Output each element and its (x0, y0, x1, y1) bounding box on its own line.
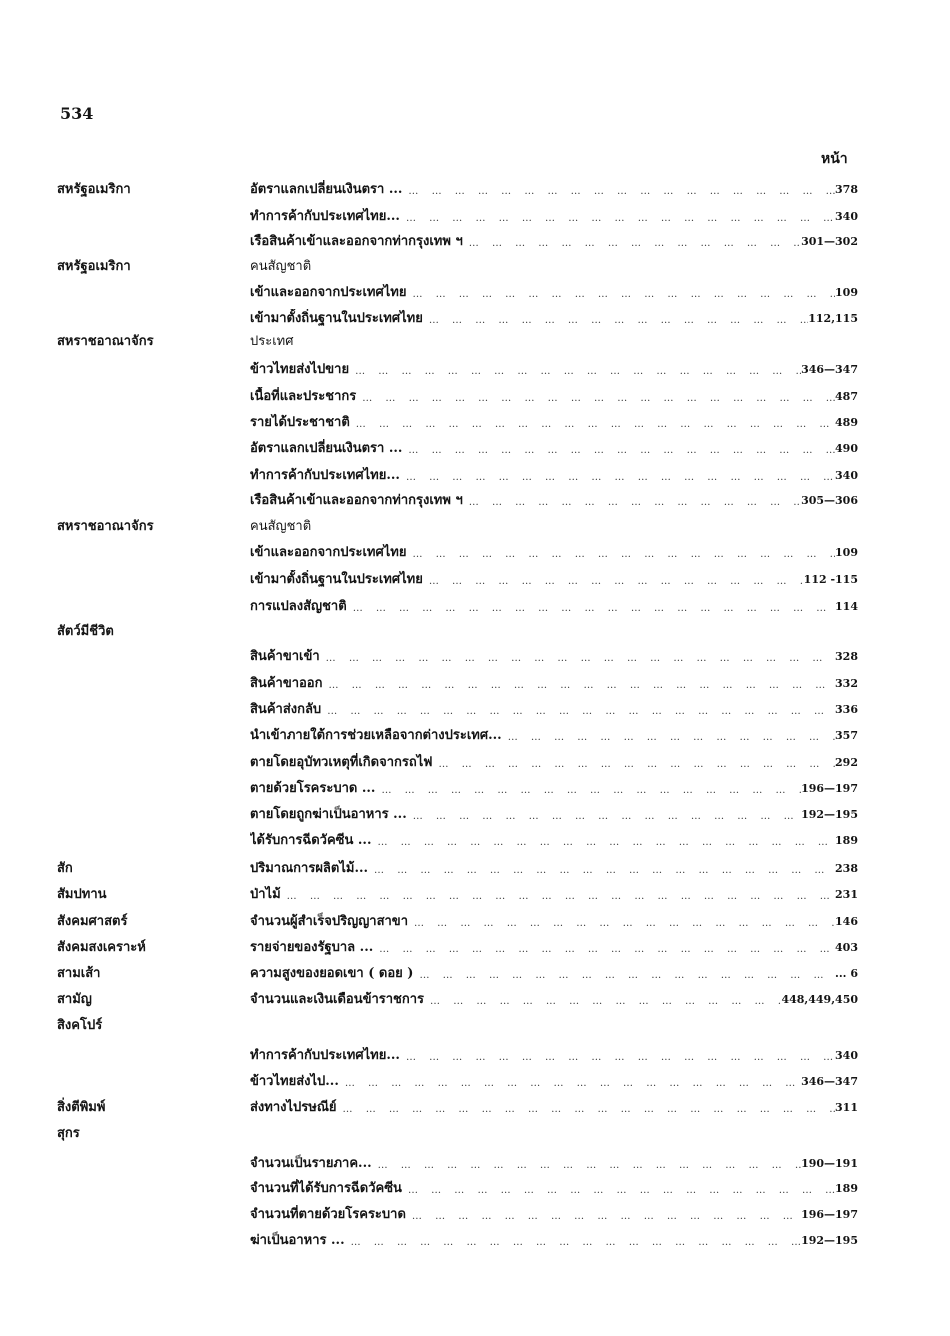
entry-page-reference: 190—191 (801, 1157, 858, 1170)
entry-label: เรือสินค้าเข้าและออกจากท่ากรุงเทพ ฯ (250, 234, 463, 249)
index-topic: สุกร (57, 1126, 80, 1141)
index-entry (250, 700, 858, 720)
entry-page-reference: 487 (835, 390, 858, 403)
entry-page-reference: 109 (835, 546, 858, 559)
index-entry (250, 779, 858, 799)
index-row (0, 1046, 950, 1068)
entry-page-reference: 112 -115 (803, 573, 858, 586)
index-entry (250, 912, 858, 932)
entry-label: จำนวนและเงินเดือนข้าราชการ (250, 992, 425, 1007)
entry-page-reference: 340 (835, 1049, 858, 1062)
dot-leader (373, 942, 835, 958)
index-entry (250, 990, 858, 1010)
index-row (0, 570, 950, 592)
index-row (0, 360, 950, 382)
index-entry (250, 885, 858, 905)
entry-page-reference: 489 (835, 416, 858, 429)
index-entry (250, 517, 858, 537)
entry-label: เข้าและออกจากประเทศไทย (250, 285, 407, 300)
index-row (0, 309, 950, 331)
index-topic: สังคมสงเคราะห์ (57, 940, 146, 955)
index-entry (250, 726, 858, 746)
entry-label: ทำการค้ากับประเทศไทย... (250, 1048, 400, 1063)
index-entry (250, 257, 858, 277)
entry-label: คนสัญชาติ (250, 519, 312, 534)
index-topic: สหราชอาณาจักร (57, 519, 154, 534)
entry-label: สินค้าขาเข้า (250, 649, 320, 664)
entry-page-reference: 109 (835, 286, 858, 299)
dot-leader (368, 863, 835, 879)
index-entry (250, 1205, 858, 1225)
index-entry (250, 491, 858, 511)
dot-leader (375, 783, 801, 799)
index-row (0, 859, 950, 881)
entry-label: การแปลงสัญชาติ (250, 599, 347, 614)
entry-label: ตายโดยถูกฆ่าเป็นอาหาร ... (250, 807, 407, 822)
index-row (0, 1231, 950, 1253)
dot-leader (321, 704, 835, 720)
dot-leader (424, 994, 781, 1010)
entry-page-reference: 301—302 (801, 235, 858, 248)
dot-leader (371, 835, 835, 851)
entry-label: ป่าไม้ (250, 887, 281, 902)
dot-leader (502, 730, 835, 746)
index-entry (250, 938, 858, 958)
index-entry (250, 1154, 858, 1174)
index-row (0, 622, 950, 644)
index-row (0, 543, 950, 565)
entry-label: เนื้อที่และประชากร (250, 389, 357, 404)
index-row (0, 491, 950, 513)
index-row (0, 597, 950, 619)
index-topic: สัก (57, 861, 73, 876)
index-entry (250, 1046, 858, 1066)
entry-label: จำนวนผู้สำเร็จปริญญาสาขา (250, 914, 408, 929)
dot-leader (406, 547, 835, 563)
dot-leader (350, 417, 835, 433)
entry-page-reference: 378 (835, 183, 858, 196)
entry-page-reference: 305—306 (801, 494, 858, 507)
index-topic: สหราชอาณาจักร (57, 334, 154, 349)
entry-label: ฆ่าเป็นอาหาร ... (250, 1233, 345, 1248)
index-row (0, 753, 950, 775)
entry-label: ทำการค้ากับประเทศไทย... (250, 468, 400, 483)
entry-page-reference: 192—195 (801, 808, 858, 821)
index-entry (250, 570, 858, 590)
index-row (0, 1124, 950, 1146)
dot-leader (320, 651, 835, 667)
index-topic: สหรัฐอเมริกา (57, 259, 131, 274)
entry-page-reference: 346—347 (801, 363, 858, 376)
dot-leader (400, 470, 835, 486)
entry-label: ตายด้วยโรคระบาด ... (250, 781, 376, 796)
index-entry (250, 332, 858, 352)
index-entry (250, 439, 858, 459)
index-row (0, 1072, 950, 1094)
index-entry (250, 466, 858, 486)
entry-page-reference: 189 (835, 834, 858, 847)
dot-leader (408, 916, 835, 932)
page-number: 534 (60, 104, 94, 123)
index-row (0, 964, 950, 986)
entry-label: รายจ่ายของรัฐบาล ... (250, 940, 374, 955)
entry-page-reference: 146 (835, 915, 858, 928)
index-entry (250, 753, 858, 773)
index-entry (250, 232, 858, 252)
index-row (0, 439, 950, 461)
index-row (0, 674, 950, 696)
index-row (0, 938, 950, 960)
entry-page-reference: 336 (835, 703, 858, 716)
index-topic: สหรัฐอเมริกา (57, 182, 131, 197)
index-topic: สามัญ (57, 992, 92, 1007)
entry-label: เข้าและออกจากประเทศไทย (250, 545, 407, 560)
index-topic: สัตว์มีชีวิต (57, 624, 114, 639)
dot-leader (323, 678, 836, 694)
index-row (0, 332, 950, 354)
dot-leader (337, 1102, 836, 1118)
entry-page-reference: 346—347 (801, 1075, 858, 1088)
index-topic: สังคมศาสตร์ (57, 914, 128, 929)
index-row (0, 805, 950, 827)
entry-label: คนสัญชาติ (250, 259, 312, 274)
index-entry (250, 1072, 858, 1092)
index-row (0, 207, 950, 229)
index-entry (250, 597, 858, 617)
index-entry (250, 1098, 858, 1118)
entry-page-reference: 311 (835, 1101, 858, 1114)
index-entry (250, 413, 858, 433)
index-topic: สิงคโปร์ (57, 1018, 103, 1033)
index-entry (250, 964, 858, 984)
index-row (0, 1098, 950, 1120)
index-topic: สัมปทาน (57, 887, 107, 902)
index-row (0, 466, 950, 488)
entry-page-reference: 189 (835, 1182, 858, 1195)
entry-label: ความสูงของยอดเขา ( ดอย ) (250, 966, 414, 981)
entry-label: ตายโดยอุบัทวเหตุที่เกิดจากรถไฟ (250, 755, 433, 770)
entry-label: ทำการค้ากับประเทศไทย... (250, 209, 400, 224)
entry-label: จำนวนเป็นรายภาค... (250, 1156, 372, 1171)
index-row (0, 387, 950, 409)
dot-leader (463, 495, 801, 511)
dot-leader (400, 211, 835, 227)
index-row (0, 779, 950, 801)
index-row (0, 257, 950, 279)
entry-page-reference: 328 (835, 650, 858, 663)
dot-leader (406, 287, 835, 303)
entry-label: ปริมาณการผลิตไม้... (250, 861, 369, 876)
entry-page-reference: 340 (835, 210, 858, 223)
entry-label: อัตราแลกเปลี่ยนเงินตรา ... (250, 441, 403, 456)
index-entry (250, 360, 858, 380)
entry-label: สินค้าขาออก (250, 676, 323, 691)
index-entry (250, 309, 858, 329)
dot-leader (406, 1209, 801, 1225)
dot-leader (372, 1158, 801, 1174)
entry-page-reference: 231 (835, 888, 858, 901)
index-topic: สิ่งตีพิมพ์ (57, 1100, 106, 1115)
entry-page-reference: 403 (835, 941, 858, 954)
entry-page-reference: 196—197 (801, 782, 858, 795)
dot-leader (400, 1050, 835, 1066)
dot-leader (402, 443, 835, 459)
entry-label: อัตราแลกเปลี่ยนเงินตรา ... (250, 182, 403, 197)
entry-page-reference: 340 (835, 469, 858, 482)
index-entry (250, 647, 858, 667)
entry-page-reference: ... 6 (835, 967, 858, 980)
dot-leader (413, 968, 835, 984)
dot-leader (349, 364, 801, 380)
dot-leader (281, 889, 835, 905)
entry-page-reference: 292 (835, 756, 858, 769)
dot-leader (463, 236, 801, 252)
entry-label: ข้าวไทยส่งไปขาย (250, 362, 350, 377)
index-topic: สามเส้า (57, 966, 101, 981)
index-row (0, 700, 950, 722)
index-row (0, 1179, 950, 1201)
index-row (0, 647, 950, 669)
index-entry (250, 283, 858, 303)
entry-label: ประเทศ (250, 334, 294, 349)
entry-label: ได้รับการฉีดวัคซีน ... (250, 833, 372, 848)
dot-leader (402, 184, 835, 200)
index-row (0, 413, 950, 435)
entry-page-reference: 192—195 (801, 1234, 858, 1247)
entry-label: เรือสินค้าเข้าและออกจากท่ากรุงเทพ ฯ (250, 493, 463, 508)
dot-leader (402, 1183, 835, 1199)
index-entry (250, 543, 858, 563)
entry-label: เข้ามาตั้งถิ่นฐานในประเทศไทย (250, 311, 423, 326)
entry-label: จำนวนที่ตายด้วยโรคระบาด (250, 1207, 406, 1222)
entry-page-reference: 238 (835, 862, 858, 875)
dot-leader (407, 809, 801, 825)
entry-page-reference: 490 (835, 442, 858, 455)
entry-label: จำนวนที่ได้รับการฉีดวัคซีน (250, 1181, 402, 1196)
index-row (0, 180, 950, 202)
entry-page-reference: 357 (835, 729, 858, 742)
index-entry (250, 859, 858, 879)
entry-label: เข้ามาตั้งถิ่นฐานในประเทศไทย (250, 572, 423, 587)
dot-leader (423, 313, 808, 329)
dot-leader (433, 757, 836, 773)
entry-label: รายได้ประชาชาติ (250, 415, 350, 430)
index-row (0, 726, 950, 748)
index-entry (250, 387, 858, 407)
dot-leader (423, 574, 804, 590)
index-row (0, 912, 950, 934)
entry-label: ข้าวไทยส่งไป... (250, 1074, 339, 1089)
index-row (0, 517, 950, 539)
dot-leader (345, 1235, 801, 1251)
entry-page-reference: 112,115 (808, 312, 858, 325)
index-row (0, 283, 950, 305)
index-row (0, 1016, 950, 1038)
index-row (0, 831, 950, 853)
entry-page-reference: 448,449,450 (781, 993, 858, 1006)
index-row (0, 1205, 950, 1227)
entry-page-reference: 114 (835, 600, 858, 613)
index-entry (250, 1231, 858, 1251)
entry-page-reference: 196—197 (801, 1208, 858, 1221)
index-entry (250, 207, 858, 227)
index-entry (250, 674, 858, 694)
entry-page-reference: 332 (835, 677, 858, 690)
index-row (0, 990, 950, 1012)
page-column-header: หน้า (821, 151, 848, 167)
index-row (0, 885, 950, 907)
index-row (0, 1154, 950, 1176)
entry-label: ส่งทางไปรษณีย์ (250, 1100, 337, 1115)
index-entry (250, 180, 858, 200)
index-entry (250, 805, 858, 825)
index-entry (250, 831, 858, 851)
dot-leader (356, 391, 835, 407)
dot-leader (347, 601, 835, 617)
index-row (0, 232, 950, 254)
entry-label: สินค้าส่งกลับ (250, 702, 322, 717)
entry-label: นำเข้าภายใต้การช่วยเหลือจากต่างประเทศ... (250, 728, 502, 743)
index-entry (250, 1179, 858, 1199)
dot-leader (339, 1076, 801, 1092)
